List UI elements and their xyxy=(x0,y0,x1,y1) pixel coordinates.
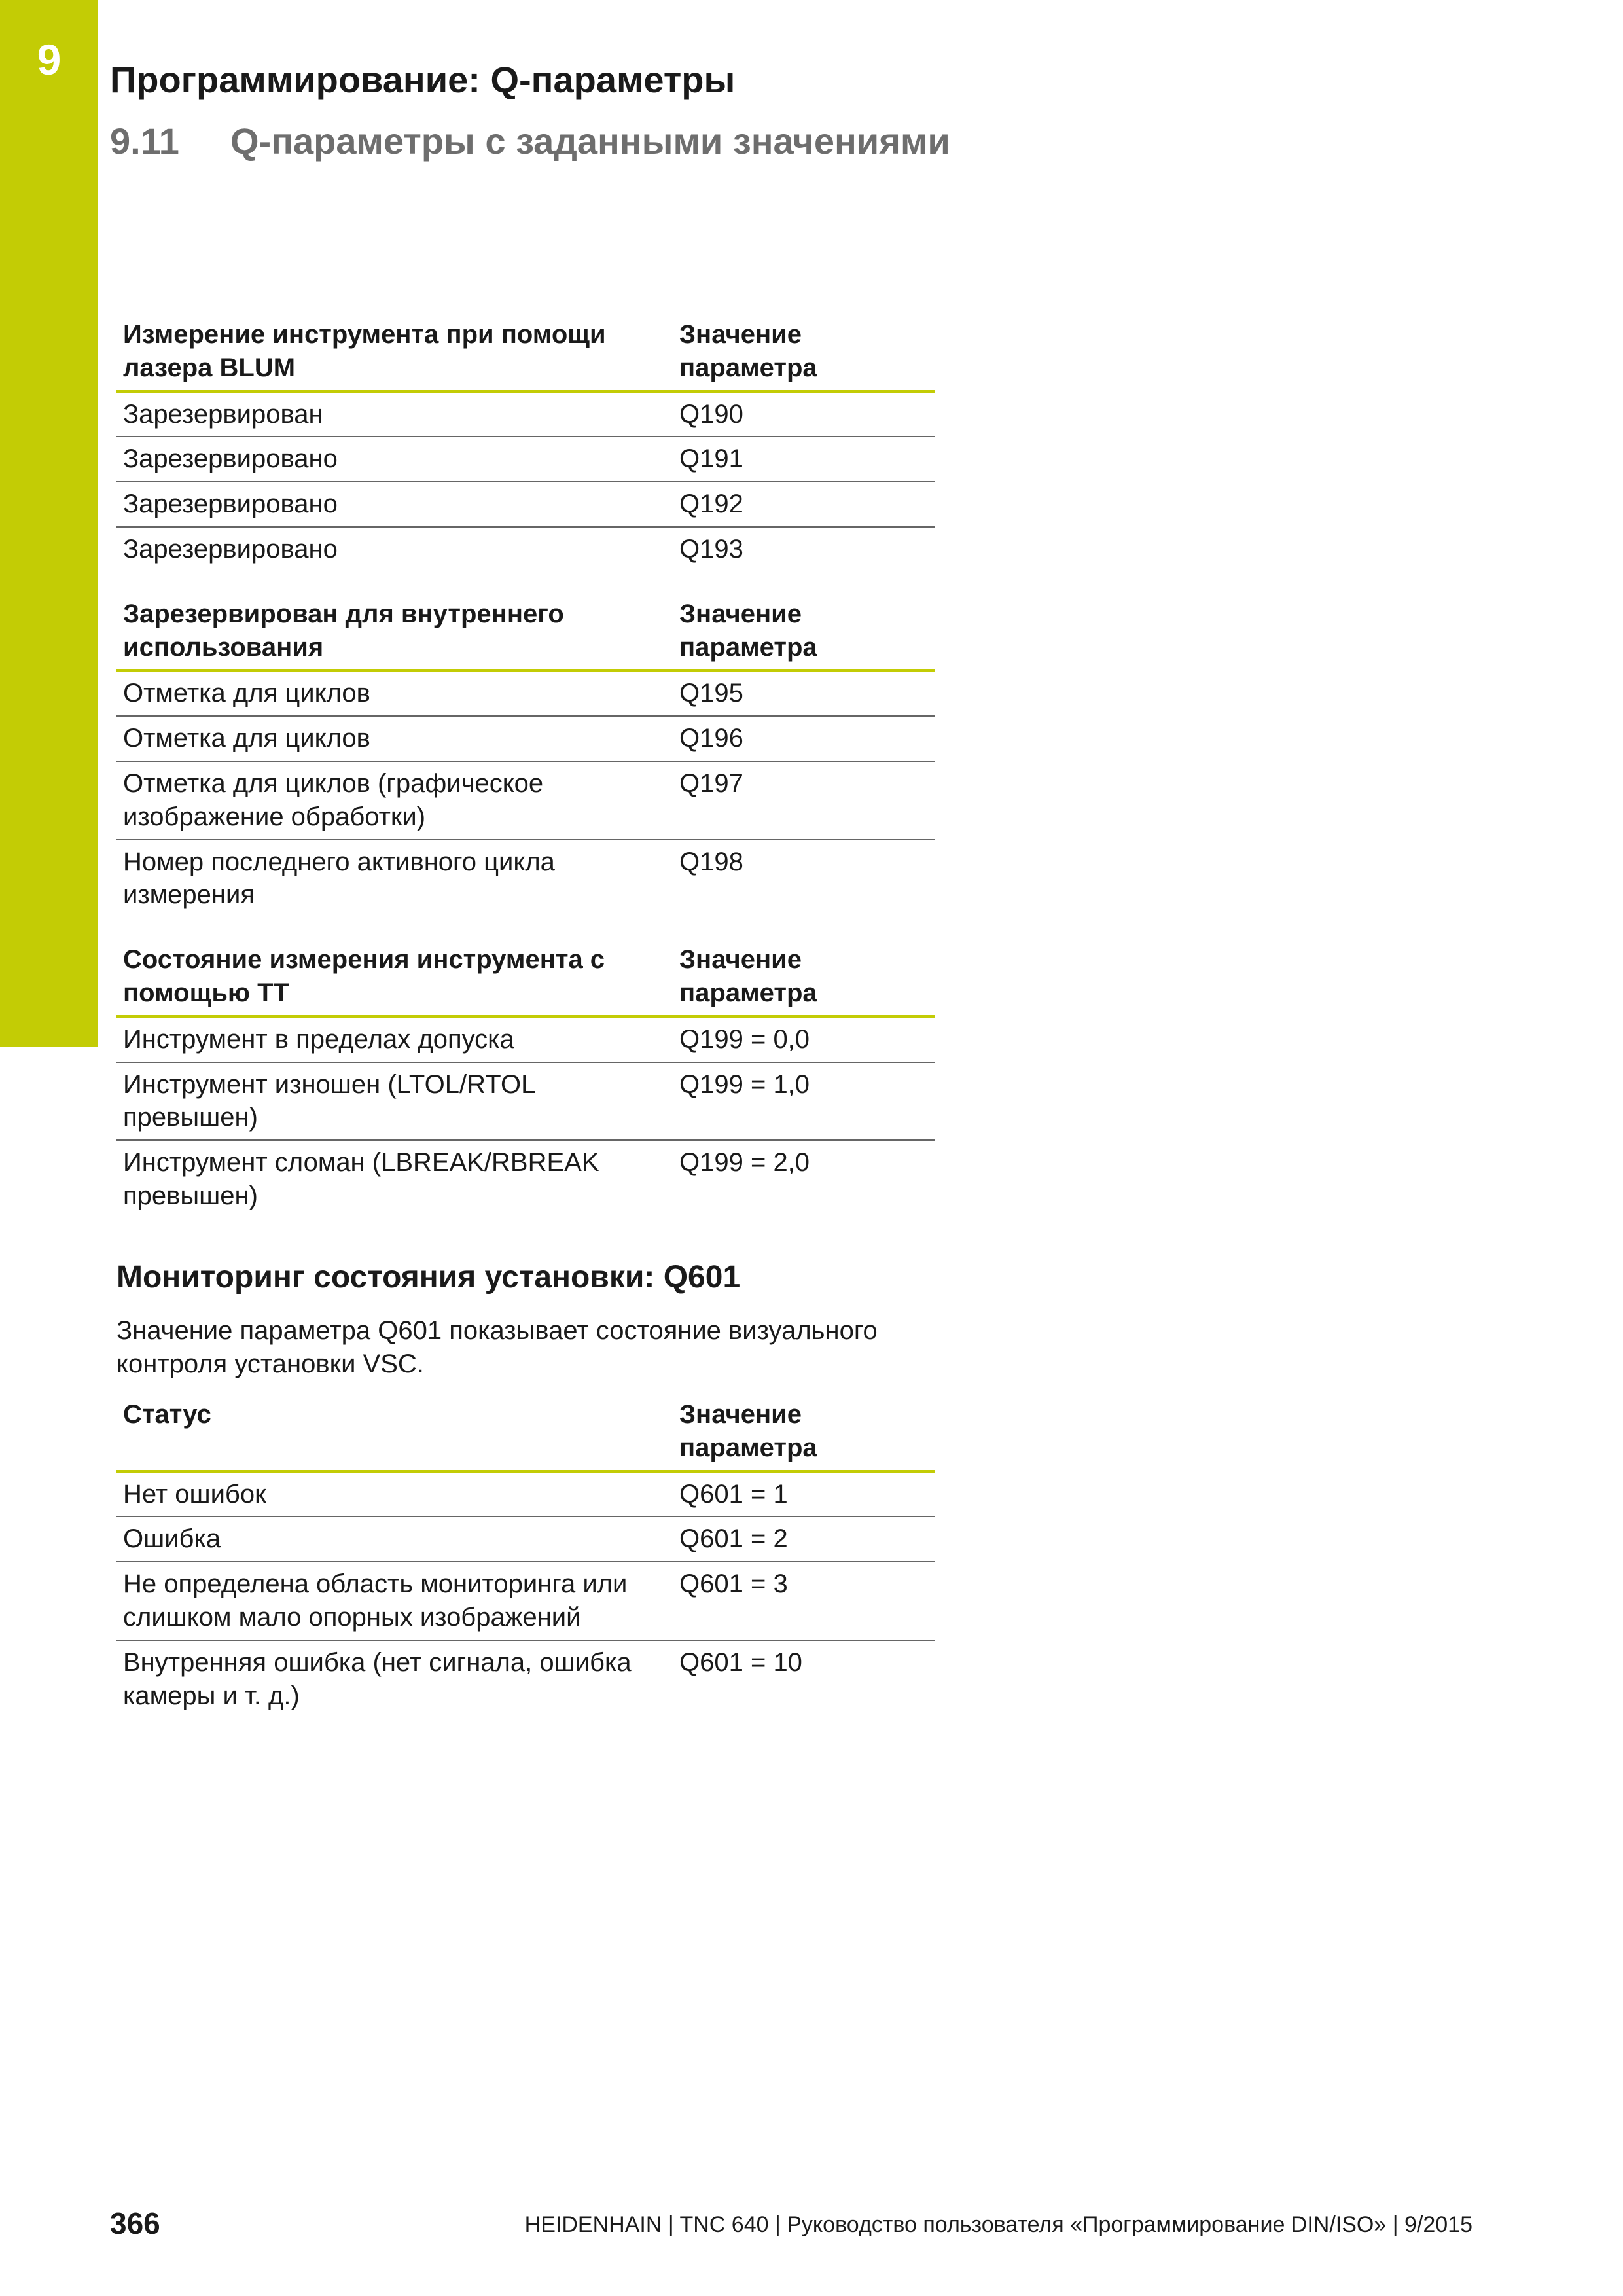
row-description: Отметка для циклов xyxy=(116,670,673,716)
row-value: Q601 = 3 xyxy=(673,1562,935,1640)
row-value: Q198 xyxy=(679,847,743,876)
row-description: Отметка для циклов (графическое изображение обработки) xyxy=(116,761,673,840)
parameter-table xyxy=(116,314,935,1218)
row-description: Ошибка xyxy=(116,1516,673,1562)
row-description: Инструмент сломан (LBREAK/RBREAK превышен) xyxy=(123,1148,599,1210)
table-row xyxy=(116,840,935,918)
row-description: Нет ошибок xyxy=(116,1471,673,1517)
row-description: Инструмент в пределах допуска xyxy=(116,1016,673,1062)
section-number: 9.11 xyxy=(110,120,179,162)
row-value: Q197 xyxy=(673,761,935,840)
row-value: Q199 = 2,0 xyxy=(679,1148,810,1177)
row-value: Q195 xyxy=(673,670,935,716)
status-table xyxy=(116,1394,935,1717)
table-header-row xyxy=(116,314,935,391)
table-row xyxy=(116,527,935,571)
chapter-number: 9 xyxy=(37,35,62,84)
section-header xyxy=(110,119,950,163)
row-value: Q601 = 1 xyxy=(673,1471,935,1517)
table-row xyxy=(116,1471,935,1517)
row-value: Q601 = 10 xyxy=(679,1647,802,1677)
row-description: Зарезервировано xyxy=(123,534,338,564)
table-row xyxy=(116,1062,935,1141)
column-header-value: Значение параметра xyxy=(673,314,935,391)
chapter-sidebar xyxy=(0,0,98,1047)
table-row xyxy=(116,761,935,840)
footer-text: HEIDENHAIN | TNC 640 | Руководство пользователя «Программирование DIN/ISO» | 9/2015 xyxy=(524,2212,1472,2237)
column-header-description: Зарезервирован для внутреннего использования xyxy=(116,571,673,671)
section-title: Q-параметры с заданными значениями xyxy=(230,120,950,162)
row-value: Q601 = 2 xyxy=(673,1516,935,1562)
row-value: Q193 xyxy=(679,534,743,564)
row-description: Не определена область мониторинга или слишком мало опорных изображений xyxy=(116,1562,673,1640)
column-header-description: Измерение инструмента при помощи лазера BLUM xyxy=(116,314,673,391)
table-header-row xyxy=(116,571,935,671)
row-description: Внутренняя ошибка (нет сигнала, ошибка камеры и т. д.) xyxy=(123,1647,632,1710)
table-row xyxy=(116,1140,935,1218)
section-paragraph: Значение параметра Q601 показывает состояние визуального контроля установки VSC. xyxy=(116,1316,878,1379)
table-row xyxy=(116,1016,935,1062)
section-heading: Мониторинг состояния установки: Q601 xyxy=(116,1259,741,1295)
row-description: Зарезервировано xyxy=(116,482,673,527)
page-content xyxy=(116,314,935,1717)
table-row xyxy=(116,1562,935,1640)
table-row xyxy=(116,437,935,482)
table-row xyxy=(116,670,935,716)
row-value: Q190 xyxy=(673,391,935,437)
page-title: Программирование: Q-параметры xyxy=(110,59,736,100)
row-value: Q192 xyxy=(673,482,935,527)
table-header-row xyxy=(116,1394,935,1471)
column-header-description: Состояние измерения инструмента с помощью TT xyxy=(116,917,673,1016)
row-value: Q191 xyxy=(673,437,935,482)
page-number: 366 xyxy=(110,2206,160,2240)
column-header-value: Значение параметра xyxy=(673,571,935,671)
row-description: Зарезервировано xyxy=(116,437,673,482)
row-description: Номер последнего активного цикла измерения xyxy=(123,847,555,910)
table-header-row xyxy=(116,917,935,1016)
row-value: Q199 = 0,0 xyxy=(673,1016,935,1062)
row-description: Зарезервирован xyxy=(116,391,673,437)
table-row xyxy=(116,716,935,761)
row-value: Q196 xyxy=(673,716,935,761)
table-row xyxy=(116,391,935,437)
column-header-status: Статус xyxy=(116,1394,673,1471)
table-row xyxy=(116,1516,935,1562)
row-description: Инструмент изношен (LTOL/RTOL превышен) xyxy=(116,1062,673,1141)
column-header-value: Значение параметра xyxy=(673,1394,935,1471)
row-description: Отметка для циклов xyxy=(116,716,673,761)
column-header-value: Значение параметра xyxy=(673,917,935,1016)
table-row xyxy=(116,1640,935,1718)
row-value: Q199 = 1,0 xyxy=(673,1062,935,1141)
table-row xyxy=(116,482,935,527)
